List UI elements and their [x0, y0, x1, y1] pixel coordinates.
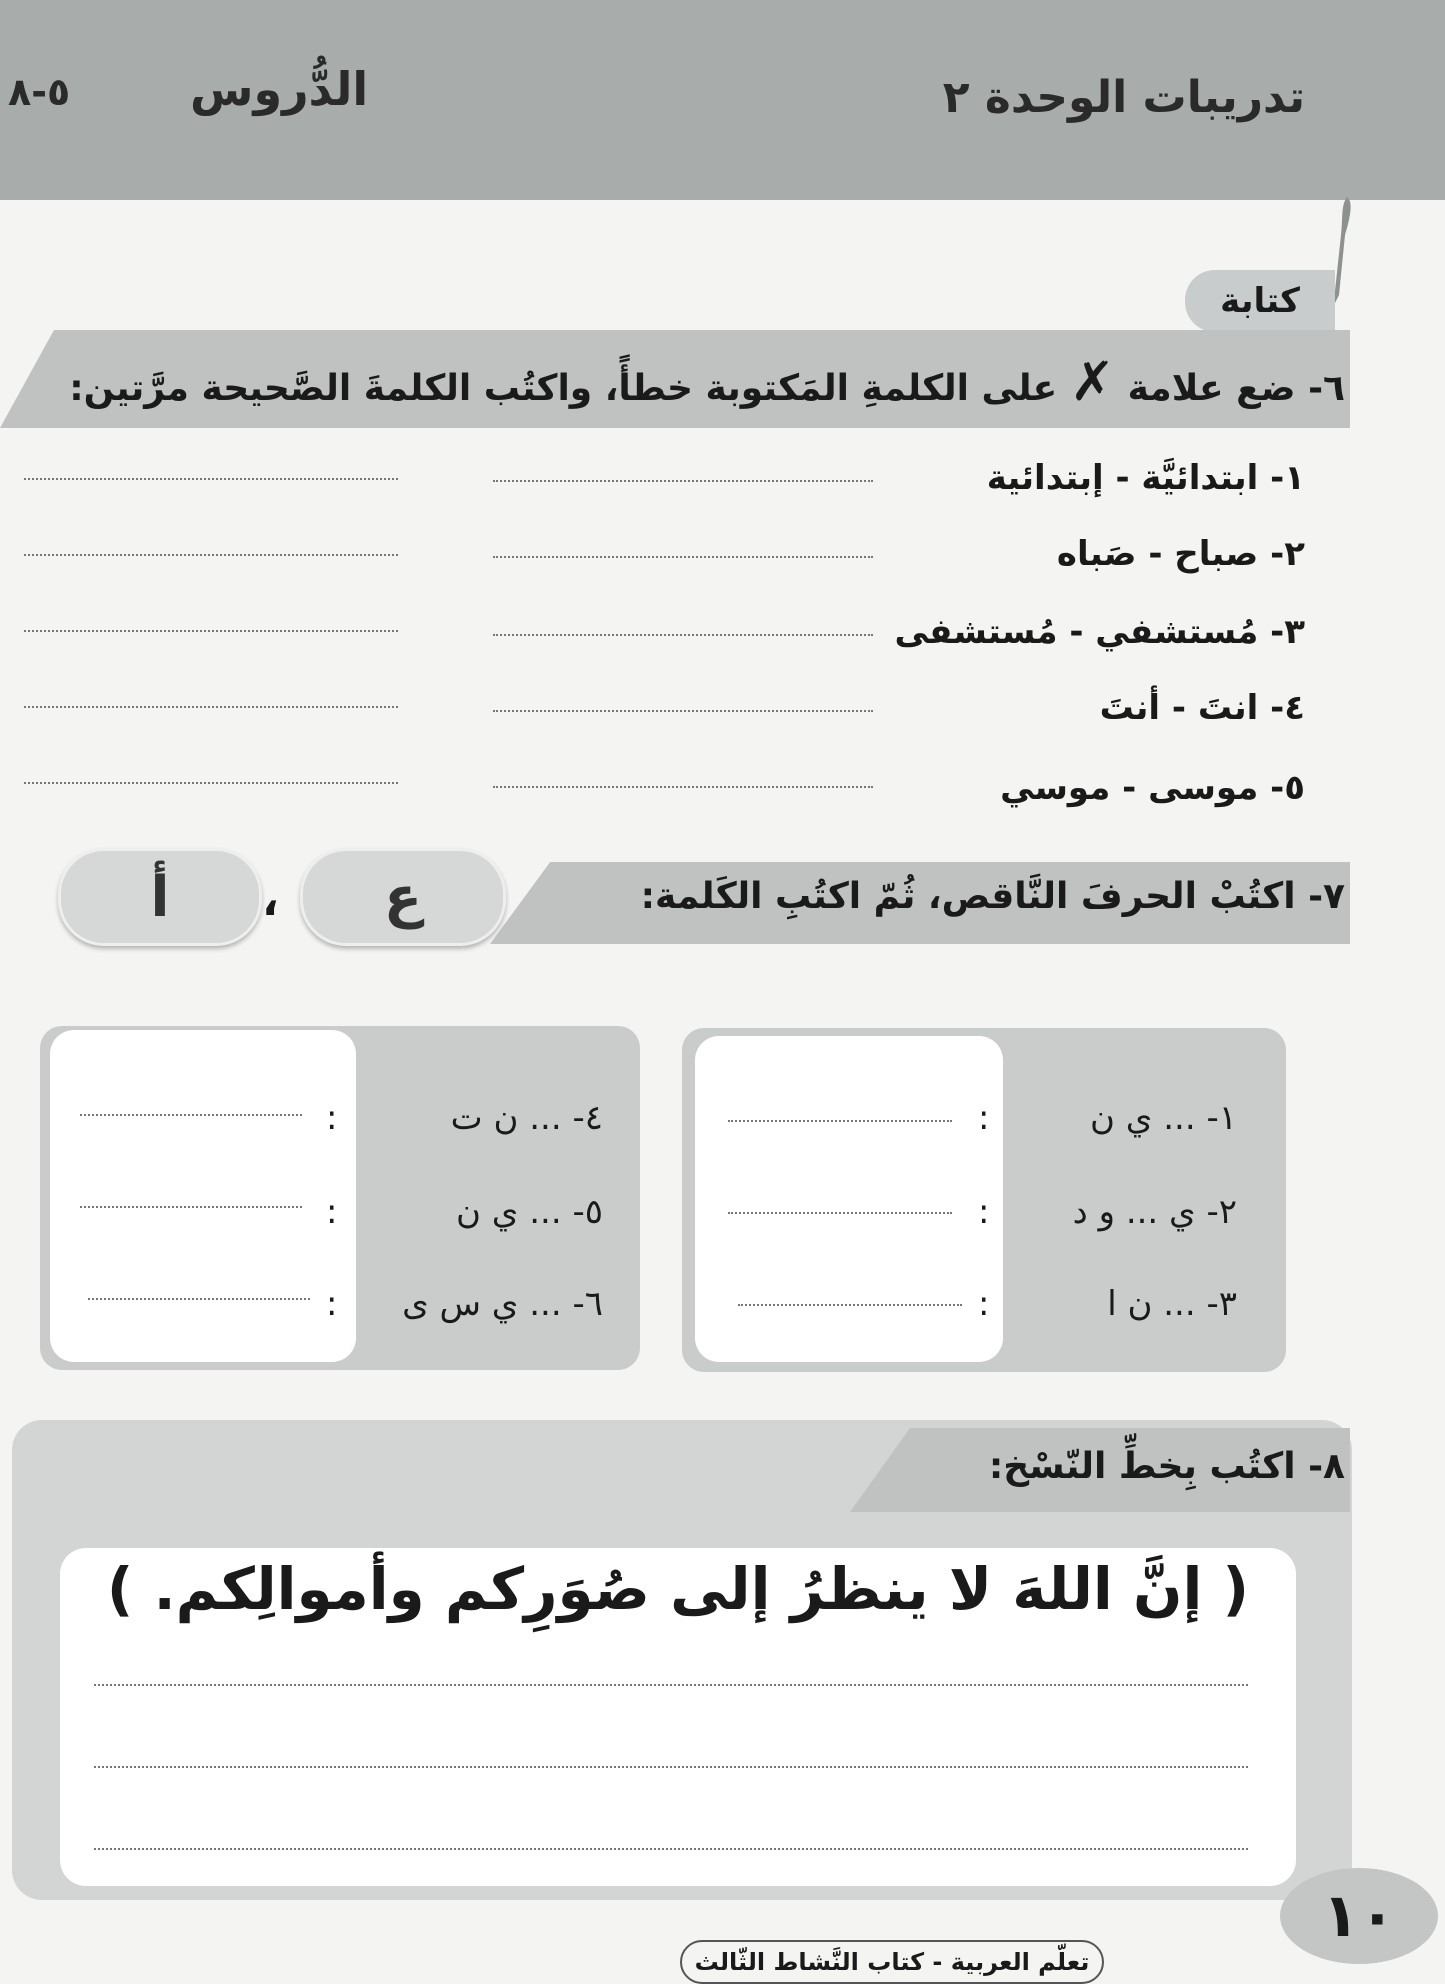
ex7-colon: :	[978, 1284, 990, 1324]
writing-line[interactable]	[94, 1848, 1248, 1850]
unit-title: تدريبات الوحدة ٢	[942, 72, 1305, 123]
answer-line[interactable]	[738, 1304, 962, 1306]
ex7-card-left	[50, 1030, 356, 1362]
ex7-colon: :	[978, 1098, 990, 1138]
answer-line[interactable]	[24, 706, 398, 708]
answer-line[interactable]	[493, 786, 873, 788]
lessons-label: الدُّروس	[190, 62, 369, 116]
answer-line[interactable]	[728, 1212, 952, 1214]
ex7-item-2: ٢- ي ... و د	[1072, 1192, 1237, 1232]
ex7-item-5: ٥- ... ي ن	[456, 1192, 603, 1232]
answer-line[interactable]	[24, 478, 398, 480]
ex6-instruction-prefix: ٦- ضع علامة	[1127, 368, 1345, 409]
ex7-colon: :	[978, 1192, 990, 1232]
answer-line[interactable]	[88, 1298, 310, 1300]
ex6-item-2: ٢- صباح - صَباه	[1056, 534, 1305, 574]
answer-line[interactable]	[24, 630, 398, 632]
letter-bubble-alif: أ	[58, 848, 262, 946]
letter-bubble-ain: ع	[300, 848, 506, 946]
letter-separator: ،	[262, 875, 279, 926]
answer-line[interactable]	[80, 1114, 302, 1116]
ex6-item-3: ٣- مُستشفي - مُستشفى	[894, 612, 1305, 652]
ex7-colon: :	[326, 1098, 338, 1138]
cross-mark-icon: ✗	[1069, 350, 1116, 413]
section-tag: كتابة	[1185, 270, 1335, 332]
ex6-item-4: ٤- انتَ - أنتَ	[1099, 688, 1305, 728]
page-number: ١٠	[1280, 1868, 1438, 1964]
ex8-instruction: ٨- اكتُب بِخطِّ النّسْخ:	[988, 1446, 1345, 1487]
ex7-item-1: ١- ... ي ن	[1090, 1098, 1237, 1138]
ex7-card-right	[695, 1036, 1003, 1362]
book-footer: تعلّم العربية - كتاب النَّشاط الثّالث	[680, 1940, 1104, 1984]
pen-icon	[1333, 195, 1353, 305]
answer-line[interactable]	[24, 782, 398, 784]
ex7-item-6: ٦- ... ي س ى	[402, 1284, 603, 1324]
answer-line[interactable]	[728, 1120, 952, 1122]
ex7-item-3: ٣- ... ن ا	[1107, 1284, 1237, 1324]
answer-line[interactable]	[80, 1206, 302, 1208]
answer-line[interactable]	[493, 480, 873, 482]
ex7-instruction: ٧- اكتُبْ الحرفَ النَّاقص، ثُمّ اكتُبِ الكَلمة:	[640, 876, 1345, 917]
ex6-item-1: ١- ابتدائيَّة - إبتدائية	[986, 458, 1305, 498]
ex6-item-5: ٥- موسى - موسي	[1000, 768, 1305, 808]
answer-line[interactable]	[493, 634, 873, 636]
ex7-colon: :	[326, 1192, 338, 1232]
hadith-text: ( إنَّ اللهَ لا ينظرُ إلى صُوَرِكم وأموالِكم. )	[106, 1555, 1250, 1623]
answer-line[interactable]	[493, 710, 873, 712]
ex7-colon: :	[326, 1284, 338, 1324]
answer-line[interactable]	[24, 554, 398, 556]
answer-line[interactable]	[493, 556, 873, 558]
ex6-instruction-suffix: على الكلمةِ المَكتوبة خطأً، واكتُب الكلمةَ الصَّحيحة مرَّتين:	[69, 368, 1058, 409]
lessons-range: ٥-٨	[8, 70, 71, 114]
ex6-instruction	[69, 350, 1345, 413]
writing-line[interactable]	[94, 1684, 1248, 1686]
ex7-item-4: ٤- ... ن ت	[450, 1098, 603, 1138]
writing-line[interactable]	[94, 1766, 1248, 1768]
